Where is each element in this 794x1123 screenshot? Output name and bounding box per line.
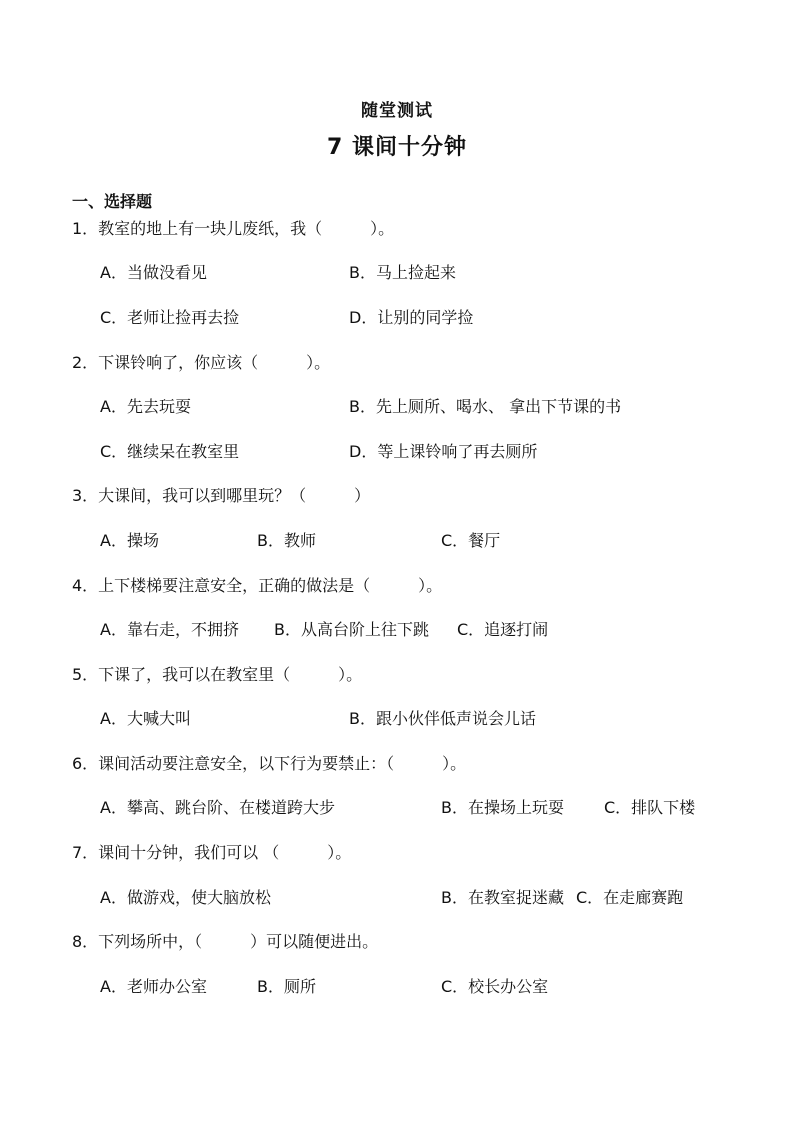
question-5-option-b[interactable]: B．跟小伙伴低声说会儿话 [349, 709, 536, 728]
question-5-option-a[interactable]: A．大喊大叫 [100, 709, 191, 728]
question-8-stem: 8．下列场所中，（ ）可以随便进出。 [72, 932, 379, 951]
question-3-stem: 3．大课间，我可以到哪里玩？（ ） [72, 486, 371, 505]
question-7-option-c[interactable]: C．在走廊赛跑 [576, 888, 684, 907]
question-4-option-c[interactable]: C．追逐打闹 [457, 620, 549, 639]
question-3-option-a[interactable]: A．操场 [100, 531, 159, 550]
question-2-option-a[interactable]: A．先去玩耍 [100, 397, 191, 416]
question-1-option-a[interactable]: A．当做没看见 [100, 263, 207, 282]
question-2-option-b[interactable]: B．先上厕所、喝水、 拿出下节课的书 [349, 397, 622, 416]
question-1-option-b[interactable]: B．马上捡起来 [349, 263, 456, 282]
question-5-stem: 5．下课了，我可以在教室里（ ）。 [72, 665, 363, 684]
question-6-stem: 6．课间活动要注意安全，以下行为要禁止：（ ）。 [72, 754, 467, 773]
section-title: 一、选择题 [72, 192, 153, 211]
question-3-option-b[interactable]: B．教师 [257, 531, 316, 550]
question-4-option-b[interactable]: B．从高台阶上往下跳 [274, 620, 429, 639]
question-2-option-c[interactable]: C．继续呆在教室里 [100, 442, 240, 461]
question-7-stem: 7．课间十分钟，我们可以 （ ）。 [72, 843, 352, 862]
question-3-option-c[interactable]: C．餐厅 [441, 531, 501, 550]
question-7-option-b[interactable]: B．在教室捉迷藏 [441, 888, 564, 907]
question-7-option-a[interactable]: A．做游戏，使大脑放松 [100, 888, 271, 907]
question-6-option-b[interactable]: B．在操场上玩耍 [441, 798, 564, 817]
question-2-stem: 2．下课铃响了，你应该（ ）。 [72, 353, 331, 372]
question-6-option-a[interactable]: A．攀高、跳台阶、在楼道跨大步 [100, 798, 335, 817]
question-4-option-a[interactable]: A．靠右走，不拥挤 [100, 620, 239, 639]
question-6-option-c[interactable]: C．排队下楼 [604, 798, 696, 817]
question-1-stem: 1．教室的地上有一块儿废纸，我（ ）。 [72, 219, 395, 238]
question-4-stem: 4．上下楼梯要注意安全，正确的做法是（ ）。 [72, 576, 443, 595]
question-2-option-d[interactable]: D．等上课铃响了再去厕所 [349, 442, 538, 461]
question-8-option-a[interactable]: A．老师办公室 [100, 977, 207, 996]
page-title: 7 课间十分钟 [327, 135, 467, 160]
question-1-option-c[interactable]: C．老师让捡再去捡 [100, 308, 240, 327]
question-8-option-c[interactable]: C．校长办公室 [441, 977, 549, 996]
page-subtitle: 随堂测试 [361, 101, 433, 121]
question-8-option-b[interactable]: B．厕所 [257, 977, 316, 996]
question-1-option-d[interactable]: D．让别的同学捡 [349, 308, 474, 327]
